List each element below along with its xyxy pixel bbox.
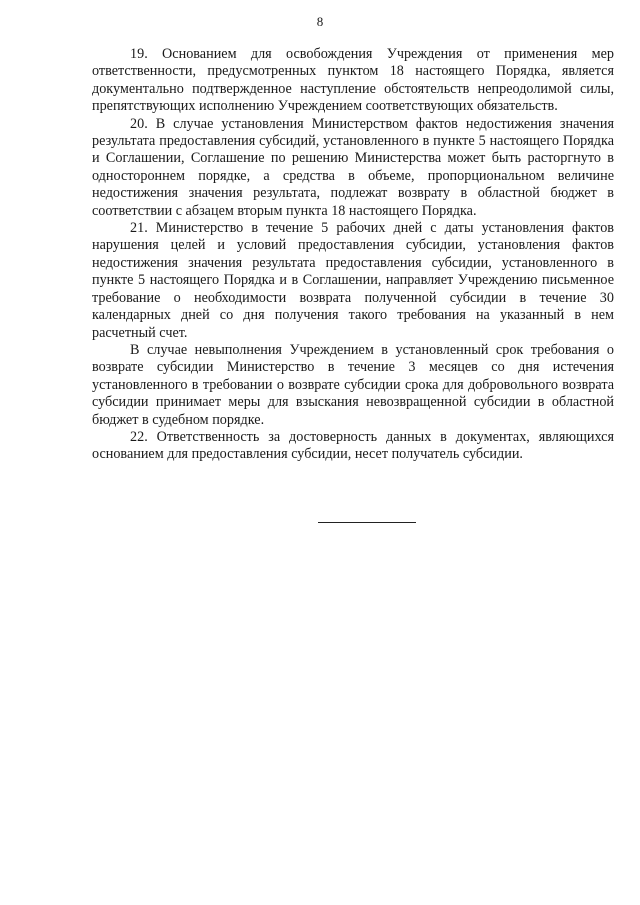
paragraph-21-continuation: В случае невыполнения Учреждением в установленный срок требования о возврате субсидии Министерство в течение 3 месяцев со дня истечения установленного в требовании о возврате субсидии срока для добровольного возврата субсидии принимает меры для взыскания невозвращенной субсидии в областной бюджет в судебном порядке.	[92, 341, 614, 428]
paragraph-19: 19. Основанием для освобождения Учреждения от применения мер ответственности, предусмотренных пунктом 18 настоящего Порядка, является документально подтвержденное наступление обстоятельств непреодолимой силы, препятствующих исполнению Учреждением соответствующих обязательств.	[92, 46, 614, 115]
end-of-document-rule	[318, 522, 416, 523]
page-number: 8	[316, 14, 324, 29]
paragraph-22: 22. Ответственность за достоверность данных в документах, являющихся основанием для предоставления субсидии, несет получатель субсидии.	[92, 428, 614, 463]
paragraph-21: 21. Министерство в течение 5 рабочих дней с даты установления фактов нарушения целей и условий предоставления субсидии, установления фактов недостижения значения результата предоставления субсидии, установленного в пункте 5 настоящего Порядка и в Соглашении, направляет Учреждению письменное требование о необходимости возврата полученной субсидии в течение 30 календарных дней со дня получения такого требования на указанный в нем расчетный счет.	[92, 220, 614, 341]
document-body	[92, 46, 614, 464]
paragraph-20: 20. В случае установления Министерством фактов недостижения значения результата предоставления субсидий, установленного в пункте 5 настоящего Порядка и Соглашении, Соглашение по решению Министерства может быть расторгнуто в одностороннем порядке, а средства в объеме, пропорциональном величине недостижения значения результата, подлежат возврату в областной бюджет в соответствии с абзацем вторым пункта 18 настоящего Порядка.	[92, 115, 614, 219]
